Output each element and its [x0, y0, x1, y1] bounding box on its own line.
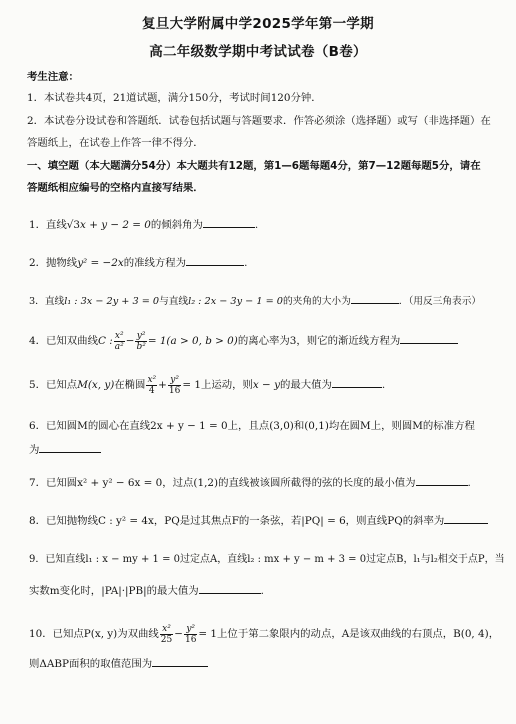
question-6-line2: 为	[29, 442, 499, 457]
answer-blank-2[interactable]	[186, 255, 244, 266]
question-7: 7．已知圆x² + y² − 6x = 0，过点(1,2)的直线被该圆所截得的弦的长度的最小值为 .	[29, 477, 471, 489]
notice-item-2-line2: 答题纸上，在试卷上作答一律不得分．	[27, 137, 204, 149]
fraction-y2-16: $\frac{\text{y²}}{16}$	[168, 374, 181, 396]
answer-blank-1[interactable]	[203, 217, 255, 228]
answer-blank-4[interactable]	[400, 333, 458, 344]
notice-item-1: 1．本试卷共4页，21道试题，满分150分，考试时间120分钟．	[27, 92, 322, 104]
school-title: 复旦大学附属中学2025学年第一学期	[142, 16, 374, 32]
question-10-line2: 则ΔABP面积的取值范围为	[29, 656, 499, 671]
answer-blank-7[interactable]	[416, 475, 468, 486]
question-2: 2．抛物线y² = −2x的准线方程为 .	[29, 257, 248, 269]
answer-blank-10[interactable]	[152, 656, 208, 667]
question-9-line1: 9．已知直线l₁ : x − my + 1 = 0过定点A，直线l₂ : mx + y − m + 3 = 0过定点B，l₁与l₂相交于点P，当	[29, 554, 505, 565]
question-5: 5．已知点M(x, y)在椭圆 $\frac{\text{x²}}{4}$ + $\frac{\text{y²}}{16}$ = 1上运动，则x − y的最大值为 .	[29, 374, 386, 396]
question-8: 8．已知抛物线C : y² = 4x，PQ是过其焦点F的一条弦，若|PQ| = 6，则直线PQ的斜率为	[29, 513, 499, 528]
exam-title: 高二年级数学期中考试试卷（B卷）	[149, 44, 367, 60]
section-1-line1: 一、填空题（本大题满分54分）本大题共有12题，第1—6题每题4分，第7—12题每题5分，请在	[27, 160, 481, 172]
fraction-x2-a2: $\frac{\text{x²}}{\text{a²}}$	[114, 330, 124, 352]
question-1: 1．直线√3x + y − 2 = 0的倾斜角为 .	[29, 219, 259, 231]
answer-blank-6[interactable]	[39, 442, 101, 453]
fraction-y2-b2: $\frac{\text{y²}}{\text{b²}}$	[136, 330, 146, 352]
question-10-line1: 10．已知点P(x, y)为双曲线 $\frac{\text{x²}}{25}$ − $\frac{\text{y²}}{16}$ = 1上位于第二象限内的动点，A是该双曲线的右顶点，B(0, 4)，	[29, 623, 500, 645]
fraction-x2-25: $\frac{\text{x²}}{25}$	[160, 623, 173, 645]
notice-heading: 考生注意：	[27, 71, 79, 83]
answer-blank-3[interactable]	[351, 293, 399, 304]
answer-blank-8[interactable]	[444, 513, 488, 524]
notice-item-2-line1: 2．本试卷分设试卷和答题纸．试卷包括试题与答题要求．作答必须涂（选择题）或写（非选择题）在	[27, 115, 491, 127]
fraction-x2-4: $\frac{\text{x²}}{4}$	[147, 374, 157, 396]
question-9-line2: 实数m变化时，|PA|·|PB|的最大值为 .	[29, 585, 264, 597]
question-3: 3．直线l₁ : 3x − 2y + 3 = 0与直线l₂ : 2x − 3y − 1 = 0的夹角的大小为 ．（用反三角表示）	[29, 293, 499, 309]
fraction-y2-16: $\frac{\text{y²}}{16}$	[184, 623, 197, 645]
answer-blank-5[interactable]	[332, 377, 382, 388]
question-4: 4．已知双曲线C : $\frac{\text{x²}}{\text{a²}}$ − $\frac{\text{y²}}{\text{b²}}$ = 1(a > 0, b > 0)的离心率为3，则它的渐近线方程为	[29, 329, 499, 353]
question-6-line1: 6．已知圆M的圆心在直线2x + y − 1 = 0上，且点(3,0)和(0,1)均在圆M上，则圆M的标准方程	[29, 420, 475, 432]
section-1-line2: 答题纸相应编号的空格内直接写结果．	[27, 182, 204, 194]
answer-blank-9[interactable]	[199, 583, 261, 594]
sqrt-three: √3	[66, 219, 81, 231]
